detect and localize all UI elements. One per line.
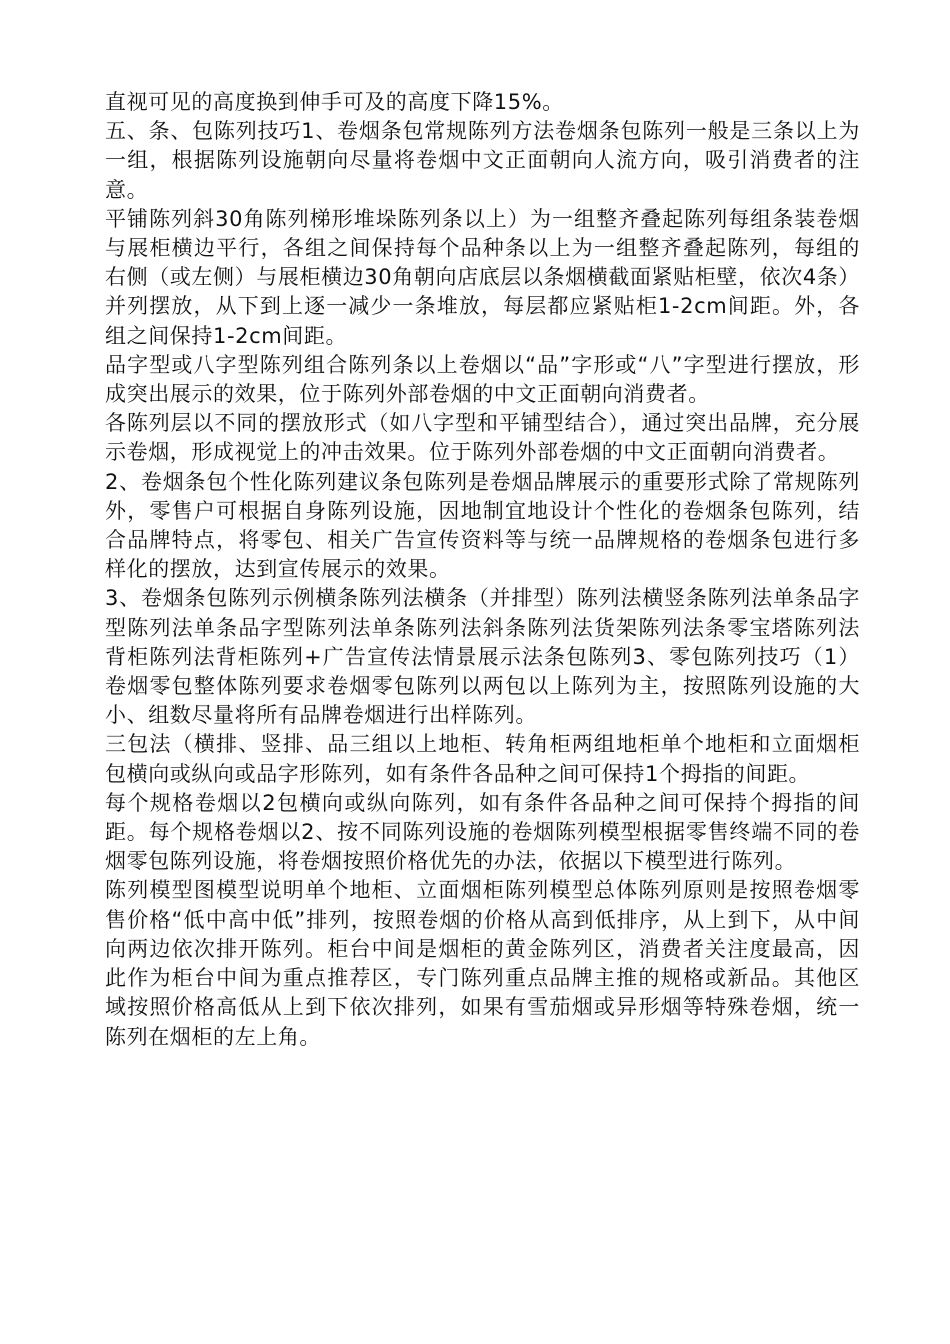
document-body xyxy=(105,88,860,1052)
paragraph-10: 陈列模型图模型说明单个地柜、立面烟柜陈列模型总体陈列原则是按照卷烟零售价格“低中高中低”排列，按照卷烟的价格从高到低排序，从上到下，从中间向两边依次排开陈列。柜台中间是烟柜的黄金陈列区，消费者关注度最高，因此作为柜台中间为重点推荐区，专门陈列重点品牌主推的规格或新品。其他区域按照价格高低从上到下依次排列，如果有雪茄烟或异形烟等特殊卷烟，统一陈列在烟柜的左上角。 xyxy=(105,878,860,1049)
paragraph-8: 三包法（横排、竖排、品三组以上地柜、转角柜两组地柜单个地柜和立面烟柜包横向或纵向或品字形陈列，如有条件各品种之间可保持1个拇指的间距。 xyxy=(105,732,860,786)
paragraph-1: 直视可见的高度换到伸手可及的高度下降15%。 xyxy=(105,90,564,114)
paragraph-4: 品字型或八字型陈列组合陈列条以上卷烟以“品”字形或“八”字型进行摆放，形成突出展示的效果，位于陈列外部卷烟的中文正面朝向消费者。 xyxy=(105,352,860,407)
paragraph-7: 3、卷烟条包陈列示例横条陈列法横条（并排型）陈列法横竖条陈列法单条品字型陈列法单条品字型陈列法单条陈列法斜条陈列法货架陈列法条零宝塔陈列法背柜陈列法背柜陈列+广告宣传法情景展示法条包陈列3、零包陈列技巧（1）卷烟零包整体陈列要求卷烟零包陈列以两包以上陈列为主，按照陈列设施的大小、组数尽量将所有品牌卷烟进行出样陈列。 xyxy=(105,586,860,728)
paragraph-5: 各陈列层以不同的摆放形式（如八字型和平铺型结合），通过突出品牌，充分展示卷烟，形成视觉上的冲击效果。位于陈列外部卷烟的中文正面朝向消费者。 xyxy=(105,411,860,465)
paragraph-6: 2、卷烟条包个性化陈列建议条包陈列是卷烟品牌展示的重要形式除了常规陈列外，零售户可根据自身陈列设施，因地制宜地设计个性化的卷烟条包陈列，结合品牌特点，将零包、相关广告宣传资料等与统一品牌规格的卷烟条包进行多样化的摆放，达到宣传展示的效果。 xyxy=(105,469,860,582)
paragraph-3: 平铺陈列斜30角陈列梯形堆垛陈列条以上）为一组整齐叠起陈列每组条装卷烟与展柜横边平行，各组之间保持每个品种条以上为一组整齐叠起陈列，每组的右侧（或左侧）与展柜横边30角朝向店底层以条烟横截面紧贴柜壁，依次4条）并列摆放，从下到上逐一减少一条堆放，每层都应紧贴柜1-2cm间距。外，各组之间保持1-2cm间距。 xyxy=(105,206,860,348)
paragraph-2: 五、条、包陈列技巧1、卷烟条包常规陈列方法卷烟条包陈列一般是三条以上为一组，根据陈列设施朝向尽量将卷烟中文正面朝向人流方向，吸引消费者的注意。 xyxy=(105,119,860,202)
paragraph-9: 每个规格卷烟以2包横向或纵向陈列，如有条件各品种之间可保持个拇指的间距。每个规格卷烟以2、按不同陈列设施的卷烟陈列模型根据零售终端不同的卷烟零包陈列设施，将卷烟按照价格优先的办法，依据以下模型进行陈列。 xyxy=(105,790,860,874)
